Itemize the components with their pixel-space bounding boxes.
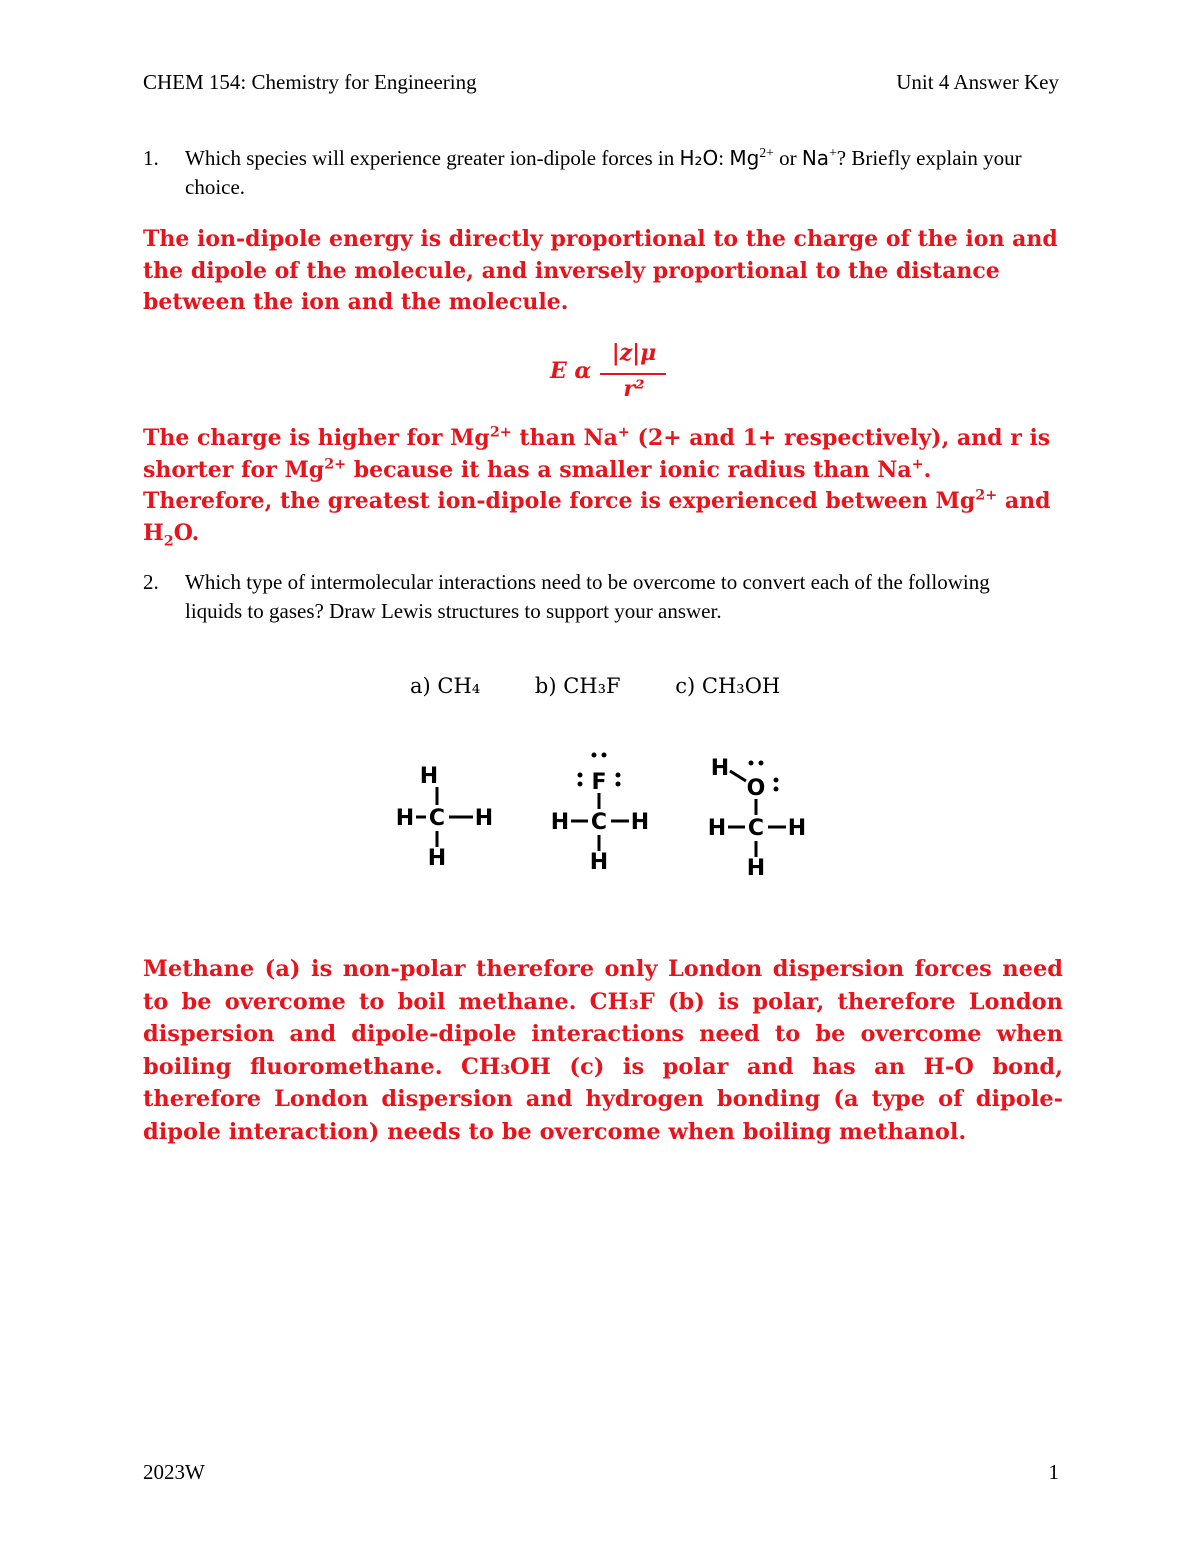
atom-c: C [590, 810, 608, 835]
answer-text-part: because it has a smaller ionic radius than Na [346, 456, 912, 483]
page-number: 1 [1048, 1460, 1059, 1484]
lewis-ch3f [551, 753, 649, 876]
answer-text-part: and H [143, 488, 1051, 546]
molecule-label-b: b) CH₃F [534, 674, 621, 698]
atom-h: H [707, 816, 727, 841]
question-1 [143, 144, 1063, 204]
answer-2-paragraph: Methane (a) is non-polar therefore only London dispersion forces need to be overcome to boil methane. CH₃F (b) is polar, therefore London dispersion and dipole-dipole interactions need to be overcome when boiling fluoromethane. CH₃OH (c) is polar and has an H-O bond, therefore London dispersion and hydrogen bonding (a type of dipole-dipole interaction) needs to be overcome when boiling methanol. [143, 956, 1063, 1145]
charge-superscript: 2+ [975, 487, 998, 504]
lone-pair-dot [616, 782, 621, 787]
atom-h: H [419, 764, 439, 789]
atom-h: H [427, 846, 447, 871]
formula-fraction-bar [600, 373, 666, 375]
lone-pair-dot [774, 787, 779, 792]
q1-mg: Mg [729, 146, 760, 170]
atom-h: H [474, 806, 494, 831]
q1-text-part: Which species will experience greater ion-dipole forces in [185, 146, 680, 170]
q1-na-charge: + [829, 145, 837, 160]
q1-text-part: : [718, 146, 730, 170]
formula-lhs: E α [550, 358, 592, 384]
formula-numerator: |z|μ [611, 340, 657, 366]
atom-f: F [591, 770, 607, 795]
answer-1-paragraph-1: The ion-dipole energy is directly proportional to the charge of the ion and the dipole of the molecule, and inversely proportional to the distance between the ion and the molecule. [143, 226, 1058, 315]
lone-pair-dot [578, 773, 583, 778]
charge-superscript: + [617, 424, 630, 441]
lewis-ch4 [396, 764, 493, 871]
atom-o: O [746, 776, 766, 801]
molecule-label-c: c) CH₃OH [675, 674, 781, 698]
atom-h: H [395, 806, 415, 831]
question-2 [143, 568, 1063, 628]
q1-h2o: H₂O [679, 146, 719, 170]
atom-h: H [787, 816, 807, 841]
atom-h: H [550, 810, 570, 835]
answer-text-part: (2+ and 1+ respectively), and r is shorter for Mg [143, 425, 1051, 483]
lone-pair-dot [774, 778, 779, 783]
lone-pair-dot [616, 773, 621, 778]
lone-pair-dot [602, 753, 607, 758]
atom-h: H [746, 856, 766, 881]
answer-text-part: O. [173, 519, 200, 546]
header-document-title: Unit 4 Answer Key [896, 70, 1059, 94]
q1-mg-charge: 2+ [759, 145, 774, 160]
bond [730, 771, 746, 781]
charge-superscript: 2+ [489, 424, 512, 441]
charge-superscript: 2+ [324, 456, 347, 473]
lone-pair-dot [578, 782, 583, 787]
lone-pair-dot [749, 761, 754, 766]
answer-text-part: . Therefore, the greatest ion-dipole force is experienced between Mg [143, 456, 976, 514]
lone-pair-dot [759, 761, 764, 766]
answer-text-part: The charge is higher for Mg [143, 425, 490, 451]
molecule-label-a: a) CH₄ [410, 674, 481, 698]
atom-h: H [589, 850, 609, 875]
atom-c: C [747, 816, 765, 841]
lewis-structures [380, 745, 820, 885]
q1-text-part: or [773, 146, 802, 170]
answer-1-paragraph-2 [143, 423, 1063, 549]
header-course-title: CHEM 154: Chemistry for Engineering [143, 70, 477, 94]
question-2-number: 2. [143, 570, 159, 594]
subscript: 2 [163, 532, 174, 549]
answer-text-part: than Na [511, 425, 618, 451]
question-2-text: Which type of intermolecular interactions need to be overcome to convert each of the following liquids to gases? Draw Lewis structures to support your answer. [185, 570, 990, 623]
atom-h: H [630, 810, 650, 835]
atom-c: C [428, 806, 446, 831]
question-1-number: 1. [143, 146, 159, 170]
charge-superscript: + [911, 456, 924, 473]
molecule-labels [410, 674, 780, 698]
atom-h: H [710, 756, 730, 781]
question-1-text [185, 144, 1045, 202]
ion-dipole-formula [540, 340, 680, 410]
q1-na: Na [801, 146, 830, 170]
lone-pair-dot [592, 753, 597, 758]
q1-text-part: ? Briefly explain your choice. [185, 146, 1022, 199]
lewis-ch3oh [708, 756, 806, 881]
footer-term: 2023W [143, 1460, 205, 1484]
formula-denominator: r² [623, 376, 645, 402]
